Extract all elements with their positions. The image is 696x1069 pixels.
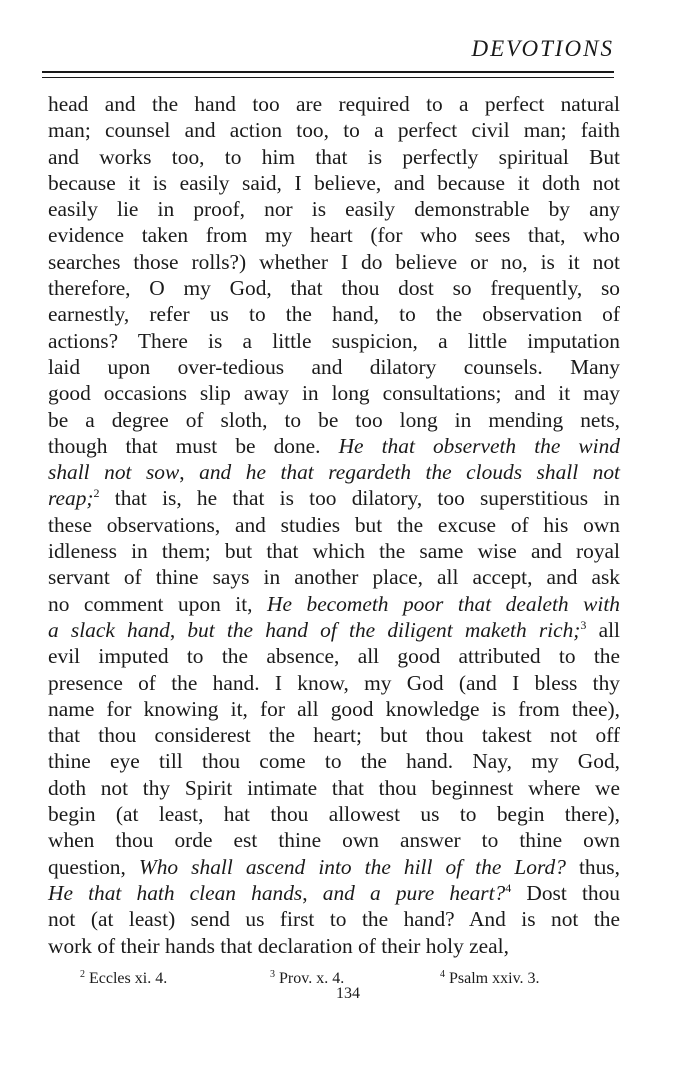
italic-text: He that hath clean hands	[48, 880, 303, 905]
italic-text: reap;	[48, 486, 94, 511]
text-line	[48, 591, 620, 617]
text-run: question,	[48, 854, 139, 879]
text-run: all	[586, 617, 620, 642]
text-line	[48, 512, 620, 538]
footnote-ref: 2	[93, 486, 100, 501]
text-line	[48, 617, 620, 643]
text-run: when thou orde est thine own answer to thine own	[48, 828, 620, 853]
text-line	[48, 144, 620, 170]
text-run: searches those rolls?) whether I do believe or no, is it not	[48, 249, 620, 274]
italic-text: He becometh poor that dealeth with	[267, 591, 620, 616]
italic-text: Who shall ascend into the hill of the Lord?	[138, 854, 566, 879]
text-run: that thou considerest the heart; but thou takest not off	[48, 723, 620, 748]
text-line	[48, 722, 620, 748]
running-head: DEVOTIONS	[471, 36, 614, 61]
text-line	[48, 696, 620, 722]
text-line	[48, 643, 620, 669]
text-run: easily lie in proof, nor is easily demonstrable by any	[48, 197, 620, 222]
text-line	[48, 459, 620, 485]
text-line	[48, 407, 620, 433]
text-run: man; counsel and action too, to a perfect civil man; faith	[48, 118, 620, 143]
text-run: evil imputed to the absence, all good attributed to the	[48, 644, 620, 669]
text-run: thine eye till thou come to the hand. Nay, my God,	[48, 749, 620, 774]
text-line	[48, 538, 620, 564]
text-line	[48, 222, 620, 248]
text-run: presence of the hand. I know, my God (and I bless thy	[48, 670, 620, 695]
text-line	[48, 933, 620, 959]
text-line	[48, 275, 620, 301]
footnote-text: Prov. x. 4.	[275, 970, 345, 987]
text-run: because it is easily said, I believe, and because it doth not	[48, 170, 620, 195]
text-run: Dost thou	[511, 880, 620, 905]
text-run: earnestly, refer us to the hand, to the observation of	[48, 302, 620, 327]
text-run: though that must be done.	[48, 433, 339, 458]
text-run: no comment upon it,	[48, 591, 268, 616]
text-line	[48, 354, 620, 380]
text-run: not (at least) send us first to the hand? And is not the	[48, 907, 620, 932]
text-line	[48, 906, 620, 932]
text-run: thus,	[565, 854, 620, 879]
text-line	[48, 170, 620, 196]
text-line	[48, 91, 620, 117]
text-line	[48, 801, 620, 827]
text-line	[48, 380, 620, 406]
text-run: actions? There is a little suspicion, a little imputation	[48, 328, 620, 353]
footnote-text: Eccles xi. 4.	[85, 970, 168, 987]
text-run: evidence taken from my heart (for who sees that, who	[48, 223, 620, 248]
text-run: work of their hands that declaration of their holy zeal,	[48, 933, 509, 958]
text-run: name for knowing it, for all good knowledge is from thee),	[48, 696, 620, 721]
footnote-text: Psalm xxiv. 3.	[445, 970, 540, 987]
text-line	[48, 301, 620, 327]
text-line	[48, 249, 620, 275]
text-line	[48, 328, 620, 354]
text-run: and works too, to him that is perfectly spiritual But	[48, 144, 620, 169]
text-run: therefore, O my God, that thou dost so frequently, so	[48, 276, 620, 301]
header-rule-thin	[42, 77, 614, 78]
text-run: good occasions slip away in long consultations; and it may	[48, 381, 620, 406]
footnote-ref: 3	[580, 617, 587, 632]
footnote-mark: 2	[80, 969, 85, 980]
text-run: that is, he that is too dilatory, too superstitious in	[99, 486, 620, 511]
text-line	[48, 827, 620, 853]
text-run: begin (at least, hat thou allowest us to begin there),	[48, 802, 620, 827]
footnote-mark: 3	[270, 969, 275, 980]
text-run: laid upon over-tedious and dilatory counsels. Many	[48, 354, 620, 379]
text-run: ,	[302, 880, 323, 905]
text-run: ,	[179, 460, 200, 485]
text-line	[48, 433, 620, 459]
text-run: idleness in them; but that which the same wise and royal	[48, 539, 620, 564]
italic-text: He that observeth the wind	[338, 433, 620, 458]
text-line	[48, 196, 620, 222]
text-run: doth not thy Spirit intimate that thou beginnest where we	[48, 775, 620, 800]
text-line	[48, 117, 620, 143]
footnote-ref: 4	[505, 880, 512, 895]
italic-text: and he that regardeth the clouds shall not	[199, 460, 620, 485]
text-line	[48, 775, 620, 801]
text-run: be a degree of sloth, to be too long in mending nets,	[48, 407, 620, 432]
page-number: 134	[336, 985, 360, 1002]
text-line	[48, 854, 620, 880]
italic-text: a slack hand	[48, 617, 170, 642]
footnote-mark: 4	[440, 969, 445, 980]
body-text	[48, 91, 620, 959]
text-run: ,	[169, 617, 188, 642]
text-run: head and the hand too are required to a perfect natural	[48, 92, 620, 116]
italic-text: and a pure heart?	[322, 880, 506, 905]
text-line	[48, 880, 620, 906]
text-line	[48, 670, 620, 696]
text-line	[48, 564, 620, 590]
italic-text: but the hand of the diligent maketh rich;	[187, 617, 581, 642]
text-line	[48, 748, 620, 774]
text-run: servant of thine says in another place, all accept, and ask	[48, 565, 620, 590]
header-rule	[42, 71, 614, 73]
italic-text: shall not sow	[48, 460, 180, 485]
text-run: these observations, and studies but the excuse of his own	[48, 512, 620, 537]
text-line	[48, 485, 620, 511]
